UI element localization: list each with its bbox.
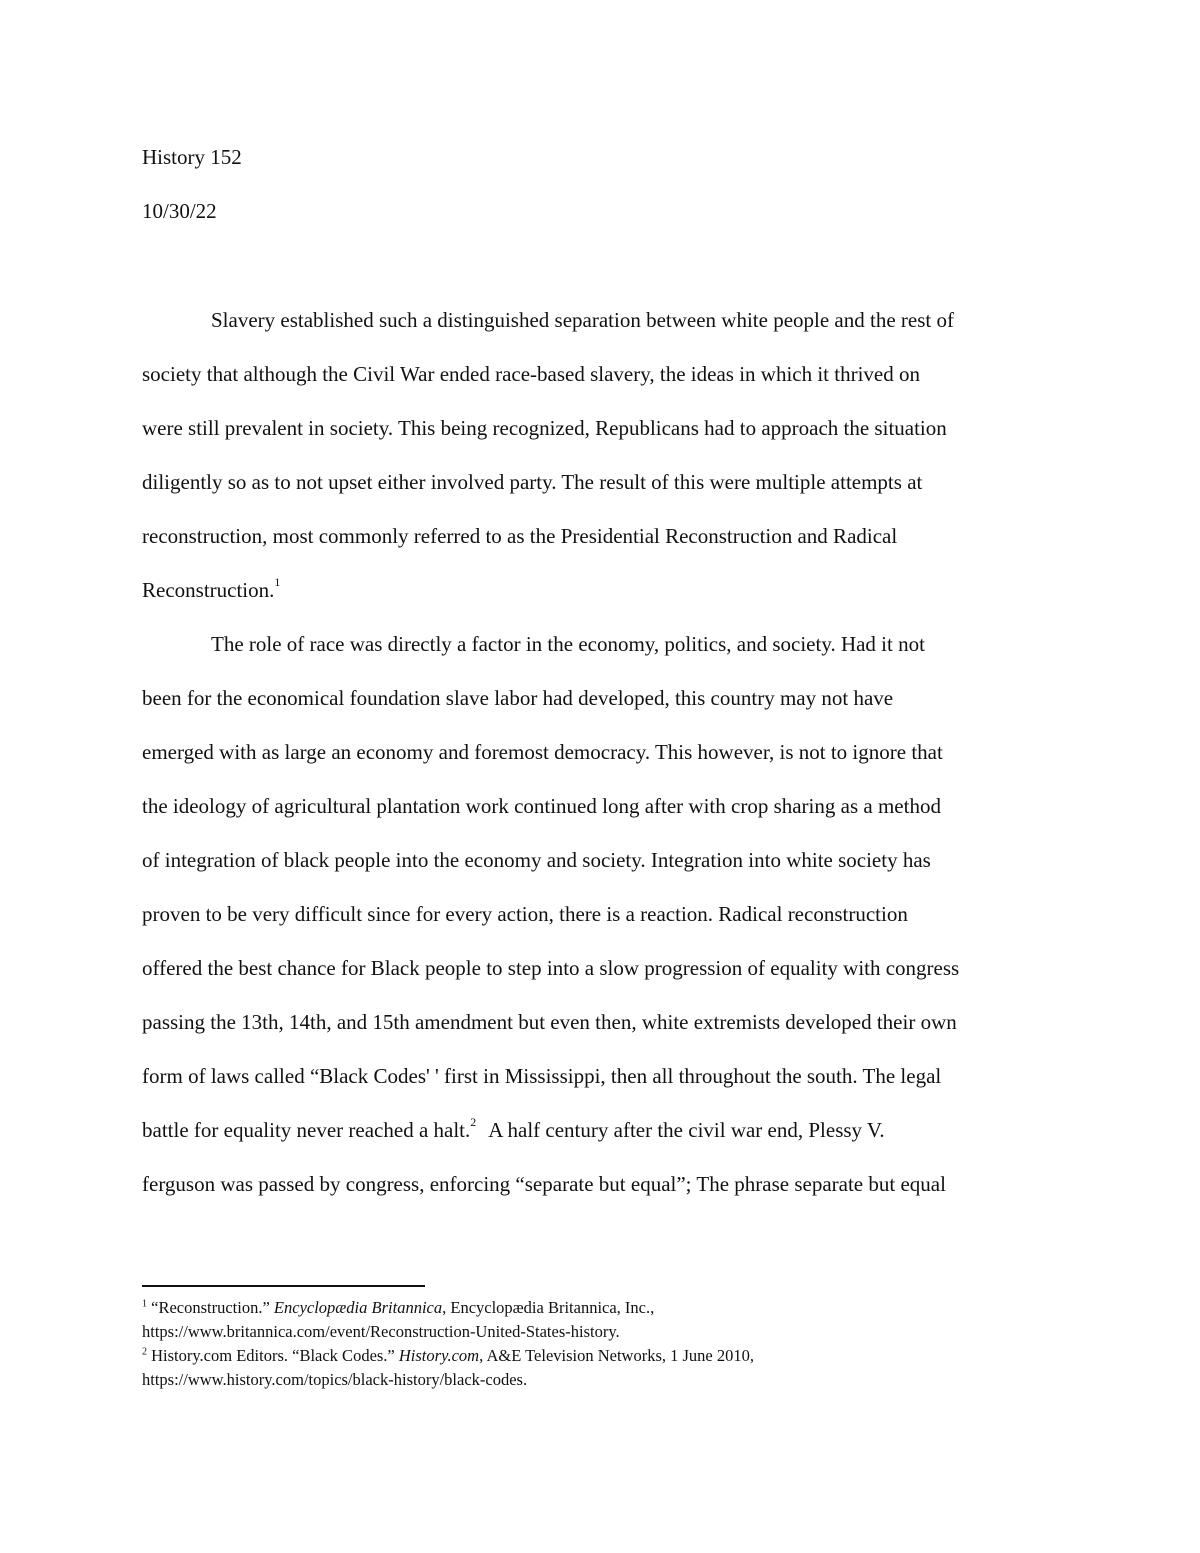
paragraph-2-line: the ideology of agricultural plantation work continued long after with crop sharing as a method (142, 794, 941, 818)
paragraph-2-line: emerged with as large an economy and foremost democracy. This however, is not to ignore that (142, 740, 943, 764)
paragraph-1-line: society that although the Civil War ended race-based slavery, the ideas in which it thrived on (142, 362, 920, 386)
footnote-ref-1: 1 (274, 575, 281, 589)
paragraph-2-line: of integration of black people into the economy and society. Integration into white society has (142, 848, 931, 872)
footnote-2-text: History.com Editors. “Black Codes.” (151, 1346, 399, 1365)
paragraph-1-line: diligently so as to not upset either involved party. The result of this were multiple attempts at (142, 470, 923, 494)
footnote-separator (142, 1285, 425, 1287)
paragraph-2-line-text: battle for equality never reached a halt. (142, 1118, 471, 1142)
footnote-1-publisher: , Encyclopædia Britannica, Inc., (442, 1298, 655, 1317)
paragraph-2-line: been for the economical foundation slave labor had developed, this country may not have (142, 686, 894, 710)
paragraph-2-line: ferguson was passed by congress, enforcing “separate but equal”; The phrase separate but equal (142, 1172, 946, 1196)
paragraph-2-line-with-ref (142, 1117, 885, 1143)
paragraph-1-line: were still prevalent in society. This being recognized, Republicans had to approach the situation (142, 416, 947, 440)
footnote-2-source: History.com (398, 1346, 480, 1365)
footnote-1-url: https://www.britannica.com/event/Reconstruction-United-States-history. (142, 1322, 620, 1341)
footnote-2 (142, 1346, 754, 1366)
paragraph-2-line: proven to be very difficult since for every action, there is a reaction. Radical reconstruction (142, 902, 908, 926)
footnote-1 (142, 1298, 654, 1318)
paragraph-2-line: offered the best chance for Black people to step into a slow progression of equality with congress (142, 956, 960, 980)
footnote-2-publisher: , A&E Television Networks, 1 June 2010, (479, 1346, 755, 1365)
paragraph-1-line: Slavery established such a distinguished separation between white people and the rest of (211, 308, 954, 332)
footnote-2-url: https://www.history.com/topics/black-history/black-codes. (142, 1370, 528, 1389)
paragraph-2-line: form of laws called “Black Codes' ' first in Mississippi, then all throughout the south. The legal (142, 1064, 942, 1088)
paragraph-2-line-text: A half century after the civil war end, Plessy V. (488, 1118, 885, 1142)
footnote-1-source: Encyclopædia Britannica (273, 1298, 443, 1317)
footnote-ref-2: 2 (470, 1115, 477, 1129)
paragraph-2-line: The role of race was directly a factor in the economy, politics, and society. Had it not (211, 632, 925, 656)
footnote-1-text: “Reconstruction.” (151, 1298, 274, 1317)
paragraph-1-last-line (142, 577, 280, 603)
course-title: History 152 (142, 145, 242, 169)
footnote-2-number: 2 (142, 1346, 147, 1358)
paragraph-1-line: reconstruction, most commonly referred to as the Presidential Reconstruction and Radical (142, 524, 898, 548)
footnote-1-number: 1 (142, 1298, 147, 1310)
paragraph-1-line-text: Reconstruction. (142, 578, 275, 602)
document-date: 10/30/22 (142, 199, 217, 223)
paragraph-2-line: passing the 13th, 14th, and 15th amendment but even then, white extremists developed their own (142, 1010, 957, 1034)
